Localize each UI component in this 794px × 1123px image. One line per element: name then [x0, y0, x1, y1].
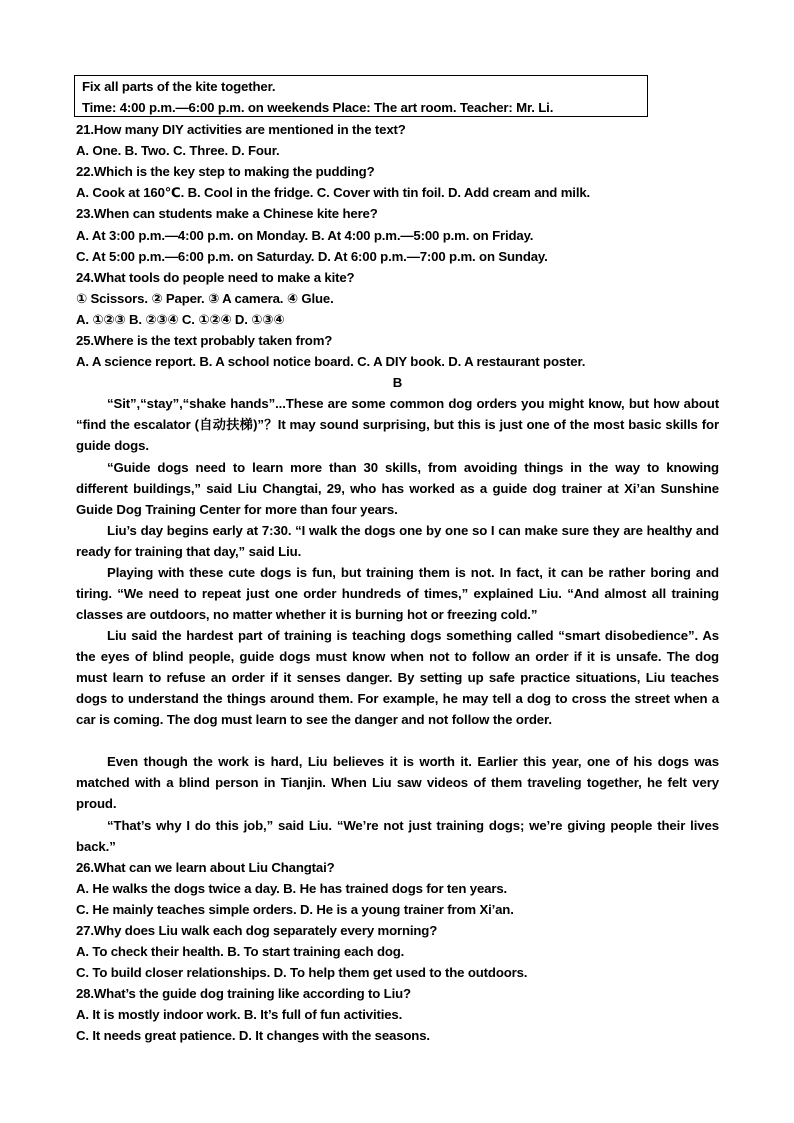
options-28-cd: C. It needs great patience. D. It changes with the seasons. [76, 1028, 430, 1043]
options-22: A. Cook at 160℃. B. Cool in the fridge. C. Cover with tin foil. D. Add cream and milk. [76, 185, 591, 200]
passage-paragraph: “Guide dogs need to learn more than 30 skills, from avoiding things in the way to knowing different buildings,” said Liu Changtai, 29, who has worked as a guide dog trainer at Xi’an Sunshine Guide Dog Training Center for more than four years. [76, 460, 719, 518]
options-23-cd: C. At 5:00 p.m.—6:00 p.m. on Saturday. D. At 6:00 p.m.—7:00 p.m. on Sunday. [76, 249, 548, 264]
question-23: 23.When can students make a Chinese kite here? [76, 206, 378, 221]
question-22: 22.Which is the key step to making the pudding? [76, 164, 375, 179]
notice-line: Fix all parts of the kite together. [82, 79, 276, 94]
question-27: 27.Why does Liu walk each dog separately every morning? [76, 923, 438, 938]
options-25: A. A science report. B. A school notice board. C. A DIY book. D. A restaurant poster. [76, 354, 586, 369]
passage-paragraph: “That’s why I do this job,” said Liu. “We’re not just training dogs; we’re giving people their lives back.” [76, 818, 719, 855]
passage-paragraph: Even though the work is hard, Liu believes it is worth it. Earlier this year, one of his dogs was matched with a blind person in Tianjin. When Liu saw videos of them traveling together, he felt very proud. [76, 754, 719, 812]
passage-paragraph: “Sit”,“stay”,“shake hands”...These are some common dog orders you might know, but how about “find the escalator (自动扶梯)”？It may sound surprising, but this is just one of the most basic skills for guide dogs. [76, 396, 719, 454]
options-24: A. ①②③ B. ②③④ C. ①②④ D. ①③④ [76, 312, 285, 327]
options-26-cd: C. He mainly teaches simple orders. D. He is a young trainer from Xi’an. [76, 902, 514, 917]
question-26: 26.What can we learn about Liu Changtai? [76, 860, 335, 875]
question-28: 28.What’s the guide dog training like according to Liu? [76, 986, 411, 1001]
question-21: 21.How many DIY activities are mentioned in the text? [76, 122, 406, 137]
passage-paragraph: Liu’s day begins early at 7:30. “I walk the dogs one by one so I can make sure they are healthy and ready for training that day,” said Liu. [76, 523, 719, 560]
question-24: 24.What tools do people need to make a kite? [76, 270, 355, 285]
question-25: 25.Where is the text probably taken from? [76, 333, 333, 348]
passage-paragraph: Playing with these cute dogs is fun, but training them is not. In fact, it can be rather boring and tiring. “We need to repeat just one order hundreds of times,” explained Liu. “And almost all training classes are outdoors, no matter whether it is burning hot or freezing cold.” [76, 565, 719, 623]
section-label: B [392, 375, 403, 390]
tools-list-24: ① Scissors. ② Paper. ③ A camera. ④ Glue. [76, 291, 334, 306]
options-28-ab: A. It is mostly indoor work. B. It’s full of fun activities. [76, 1007, 403, 1022]
options-27-cd: C. To build closer relationships. D. To help them get used to the outdoors. [76, 965, 528, 980]
options-23-ab: A. At 3:00 p.m.—4:00 p.m. on Monday. B. At 4:00 p.m.—5:00 p.m. on Friday. [76, 228, 534, 243]
notice-line: Time: 4:00 p.m.—6:00 p.m. on weekends Place: The art room. Teacher: Mr. Li. [82, 100, 554, 115]
options-27-ab: A. To check their health. B. To start training each dog. [76, 944, 405, 959]
options-26-ab: A. He walks the dogs twice a day. B. He has trained dogs for ten years. [76, 881, 508, 896]
kite-notice-box [74, 75, 648, 117]
options-21: A. One. B. Two. C. Three. D. Four. [76, 143, 280, 158]
passage-paragraph: Liu said the hardest part of training is teaching dogs something called “smart disobedience”. As the eyes of blind people, guide dogs must know when not to follow an order if it is unsafe. The dog must learn to refuse an order if it senses danger. By setting up safe practice situations, Liu teaches dogs to understand the things around them. For example, he may tell a dog to cross the street when a car is coming. The dog must learn to see the danger and not follow the order. [76, 628, 719, 728]
